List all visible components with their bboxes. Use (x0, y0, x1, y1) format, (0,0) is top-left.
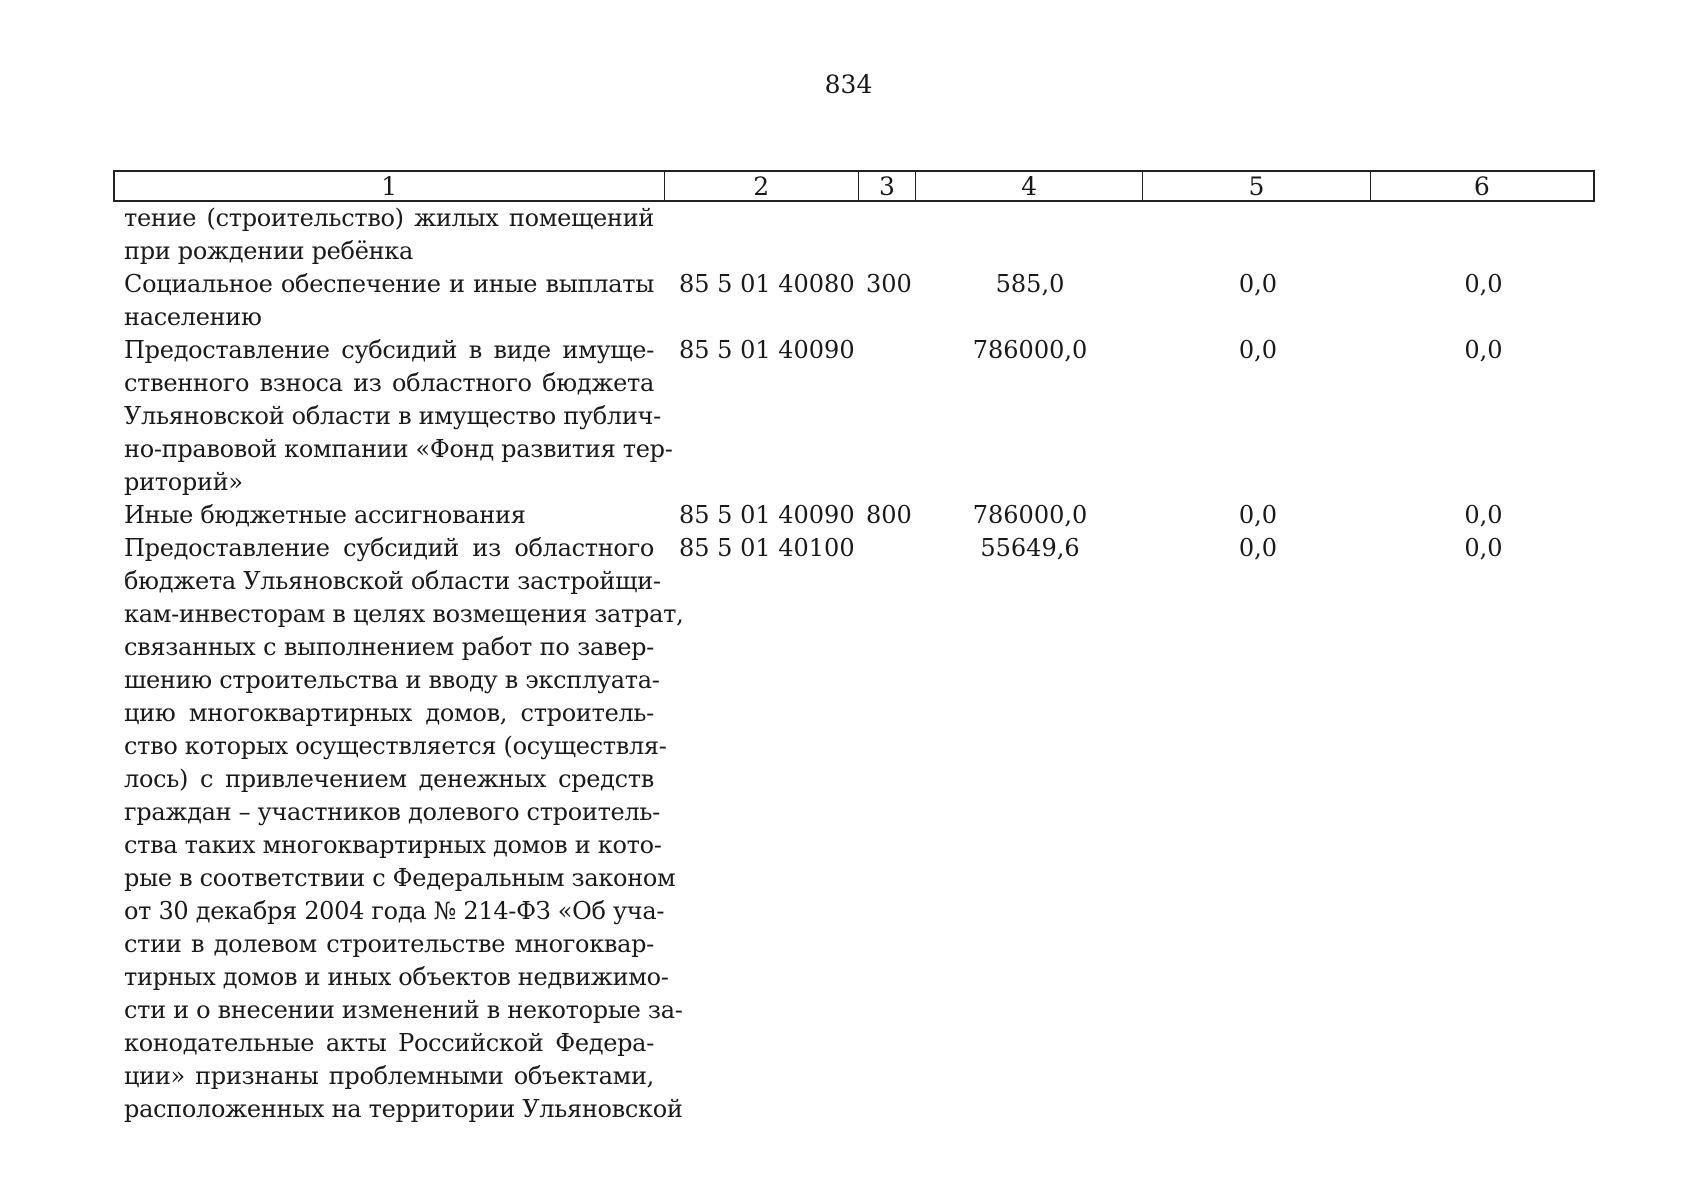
table-row (113, 268, 1595, 334)
description-line: цию многоквартирных домов, строитель- (124, 699, 654, 727)
description-line: ции» признаны проблемными объектами, (124, 1062, 654, 1090)
description-line: стии в долевом строительстве многоквар- (124, 930, 654, 958)
description-line: тирных домов и иных объектов недвижимо- (124, 963, 669, 991)
description-line: тение (строительство) жилых помещений (124, 204, 654, 232)
description-line: Предоставление субсидий из областного (124, 534, 654, 562)
description-line: рые в соответствии с Федеральным законом (124, 864, 676, 892)
description-line: риторий» (124, 468, 243, 496)
description-line: ства таких многоквартирных домов и кото- (124, 831, 662, 859)
row-value-4 (916, 202, 1144, 268)
row-code: 85 5 01 40100 (679, 534, 855, 562)
row-value-5 (1144, 202, 1372, 268)
row-value-6: 0,0 (1464, 501, 1503, 529)
header-col-4: 4 (916, 172, 1143, 200)
page-number: 834 (824, 70, 873, 99)
description-line: связанных с выполнением работ по завер- (124, 633, 654, 661)
table-row (113, 334, 1595, 499)
row-value-5: 0,0 (1238, 336, 1278, 364)
description-line: ственного взноса из областного бюджета (124, 369, 654, 397)
row-description (113, 268, 664, 334)
table-header-row (113, 170, 1595, 202)
row-type (859, 532, 916, 1126)
description-line: бюджета Ульяновской области застройщи- (124, 567, 661, 595)
row-value-4: 585,0 (995, 270, 1065, 298)
description-line: Предоставление субсидий в виде имуще- (124, 336, 654, 364)
row-type (859, 202, 916, 268)
budget-table (113, 170, 1595, 1126)
description-line: Иные бюджетные ассигнования (124, 501, 526, 529)
row-value-4: 786000,0 (972, 336, 1088, 364)
row-code (664, 202, 859, 268)
header-col-1: 1 (115, 172, 665, 200)
row-description (113, 532, 684, 1126)
description-line: но-правовой компании «Фонд развития тер- (124, 435, 673, 463)
row-value-5: 0,0 (1238, 534, 1278, 562)
description-line: граждан – участников долевого строитель- (124, 798, 660, 826)
row-description (113, 202, 664, 268)
header-col-6: 6 (1473, 172, 1490, 201)
table-row (113, 532, 1595, 1126)
description-line: сти и о внесении изменений в некоторые за- (124, 996, 683, 1024)
row-type: 300 (866, 270, 912, 298)
header-col-5: 5 (1143, 172, 1370, 200)
header-col-3: 3 (859, 172, 916, 200)
header-col-2: 2 (665, 172, 859, 200)
description-line: от 30 декабря 2004 года № 214-ФЗ «Об уча- (124, 897, 665, 925)
description-line: Социальное обеспечение и иные выплаты (124, 270, 654, 298)
description-line: лось) с привлечением денежных средств (124, 765, 654, 793)
description-line: шению строительства и вводу в эксплуата- (124, 666, 660, 694)
row-value-6 (1372, 202, 1595, 268)
row-value-5: 0,0 (1238, 501, 1278, 529)
row-code: 85 5 01 40090 (679, 336, 855, 364)
row-type (859, 334, 916, 499)
row-value-6: 0,0 (1464, 270, 1503, 298)
row-value-5: 0,0 (1238, 270, 1278, 298)
description-line: населению (124, 303, 262, 331)
description-line: Ульяновской области в имущество публич- (124, 402, 661, 430)
description-line: расположенных на территории Ульяновской (124, 1095, 683, 1123)
description-line: конодательные акты Российской Федера- (124, 1029, 654, 1057)
description-line: кам-инвесторам в целях возмещения затрат, (124, 600, 684, 628)
row-value-6: 0,0 (1464, 336, 1503, 364)
row-code: 85 5 01 40090 (679, 501, 855, 529)
table-row (113, 202, 1595, 268)
row-value-6: 0,0 (1464, 534, 1503, 562)
table-body (113, 202, 1595, 1126)
row-code: 85 5 01 40080 (679, 270, 855, 298)
description-line: при рождении ребёнка (124, 237, 413, 265)
row-description (113, 334, 673, 499)
row-value-4: 55649,6 (980, 534, 1080, 562)
table-row (113, 499, 1595, 532)
row-description (113, 499, 664, 532)
description-line: ство которых осуществляется (осуществля- (124, 732, 667, 760)
row-value-4: 786000,0 (972, 501, 1088, 529)
row-type: 800 (866, 501, 912, 529)
